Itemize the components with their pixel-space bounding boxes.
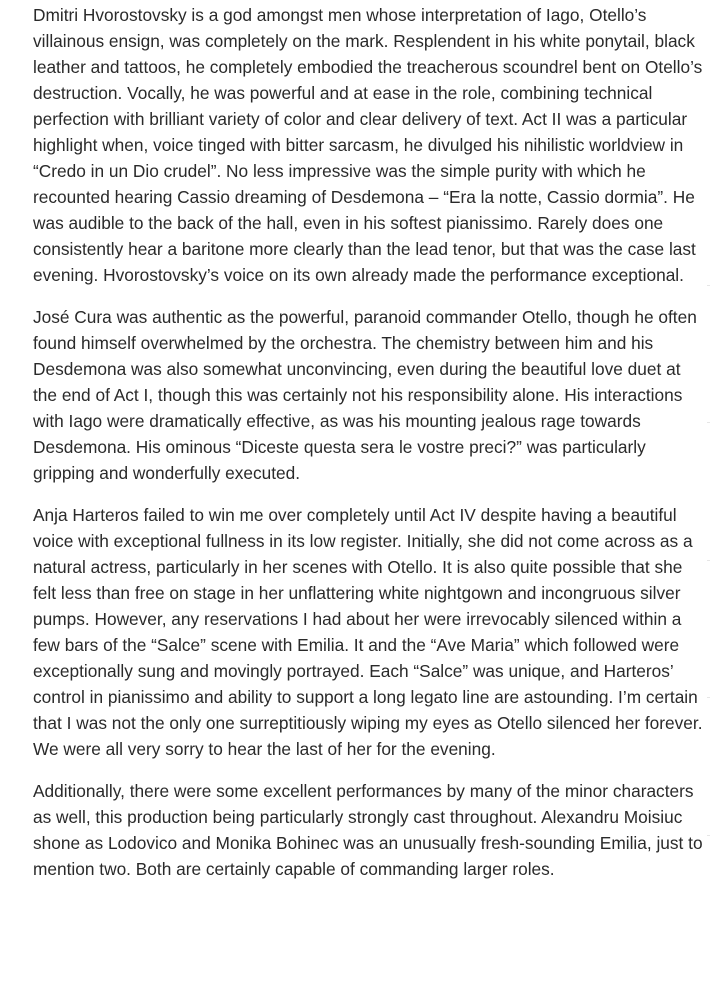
paragraph-minor-characters: Additionally, there were some excellent performances by many of the minor characters as well, this production being particularly strongly cast throughout. Alexandru Moisiuc shone as Lodovico and Monika Bohinec was an unusually fresh-sounding Emilia, just to mention two. Both are certainly capable of commanding larger roles. xyxy=(33,781,703,879)
article-body xyxy=(33,2,703,898)
paragraph-harteros: Anja Harteros failed to win me over completely until Act IV despite having a beautiful voice with exceptional fullness in its low register. Initially, she did not come across as a natural actress, particularly in her scenes with Otello. It is also quite possible that she felt less than free on stage in her unflattering white nightgown and incongruous silver pumps. However, any reservations I had about her were irrevocably silenced within a few bars of the “Salce” scene with Emilia. It and the “Ave Maria” which followed were exceptionally sung and movingly portrayed. Each “Salce” was unique, and Harteros’ control in pianissimo and ability to support a long legato line are astounding. I’m certain that I was not the only one surreptitiously wiping my eyes as Otello silenced her forever. We were all very sorry to hear the last of her for the evening. xyxy=(33,505,703,759)
paragraph-hvorostovsky: Dmitri Hvorostovsky is a god amongst men whose interpretation of Iago, Otello’s villainous ensign, was completely on the mark. Resplendent in his white ponytail, black leather and tattoos, he completely embodied the treacherous scoundrel bent on Otello’s destruction. Vocally, he was powerful and at ease in the role, combining technical perfection with brilliant variety of color and clear delivery of text. Act II was a particular highlight when, voice tinged with bitter sarcasm, he divulged his nihilistic worldview in “Credo in un Dio crudel”. No less impressive was the simple purity with which he recounted hearing Cassio dreaming of Desdemona – “Era la notte, Cassio dormia”. He was audible to the back of the hall, even in his softest pianissimo. Rarely does one consistently hear a baritone more clearly than the lead tenor, but that was the case last evening. Hvorostovsky’s voice on its own already made the performance exceptional. xyxy=(33,5,703,285)
paragraph-cura: José Cura was authentic as the powerful, paranoid commander Otello, though he often found himself overwhelmed by the orchestra. The chemistry between him and his Desdemona was also somewhat unconvincing, even during the beautiful love duet at the end of Act I, though this was certainly not his responsibility alone. His interactions with Iago were dramatically effective, as was his mounting jealous rage towards Desdemona. His ominous “Diceste questa sera le vostre preci?” was particularly gripping and wonderfully executed. xyxy=(33,307,697,483)
